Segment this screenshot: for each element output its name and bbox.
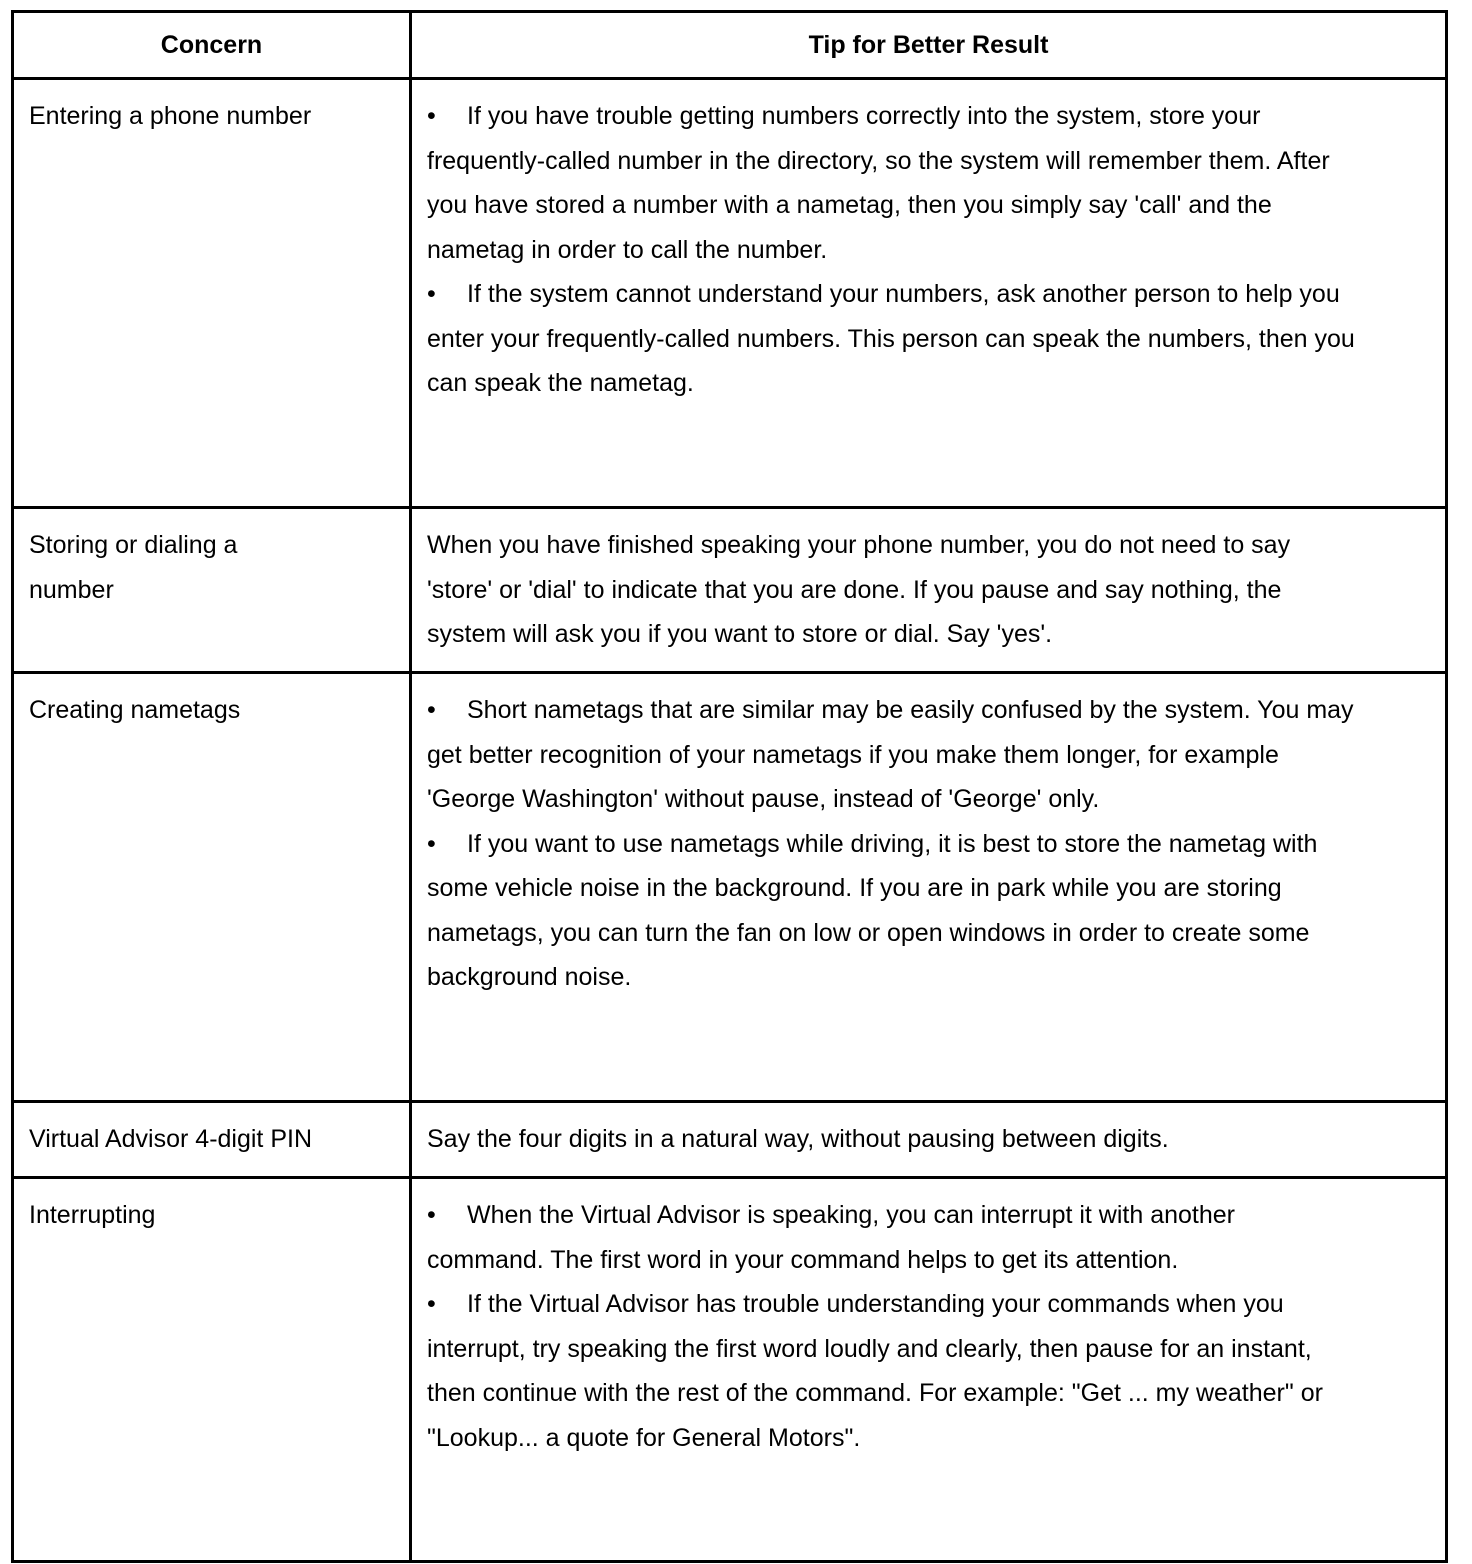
tip-cell (411, 673, 1447, 1102)
header-concern: Concern (13, 12, 411, 79)
tip-text: If you want to use nametags while driving, it is best to store the nametag with some vehicle noise in the background. If you are in park while you are storing nametags, you can turn the fan on low or open windows in order to create some background noise. (427, 829, 1318, 991)
concern-cell (13, 1178, 411, 1562)
tip-bullet-item (427, 1193, 1355, 1282)
concern-cell (13, 673, 411, 1102)
concern-text: Creating nametags (29, 696, 241, 724)
tips-table (11, 10, 1448, 1563)
tip-text: Say the four digits in a natural way, without pausing between digits. (427, 1125, 1169, 1153)
tip-cell (411, 79, 1447, 508)
concern-text: Entering a phone number (29, 102, 312, 130)
table-row (13, 508, 1447, 673)
tip-bullet-item (427, 1282, 1355, 1460)
bullet-icon: • (427, 1201, 436, 1229)
table-row (13, 1178, 1447, 1562)
tip-text: If you have trouble getting numbers correctly into the system, store your frequently-called number in the directory, so the system will remember them. After you have stored a number with a nametag, then you simply say 'call' and the nametag in order to call the number. (427, 102, 1330, 264)
tip-text: When you have finished speaking your phone number, you do not need to say 'store' or 'dial' to indicate that you are done. If you pause and say nothing, the system will ask you if you want to store or dial. Say 'yes'. (427, 531, 1291, 648)
tip-bullet-item (427, 822, 1355, 1000)
table-row (13, 673, 1447, 1102)
tip-text: If the Virtual Advisor has trouble understanding your commands when you interrupt, try speaking the first word loudly and clearly, then pause for an instant, then continue with the rest of the command. For example: "Get ... my weather" or "Lookup... a quote for General Motors". (427, 1290, 1323, 1452)
tip-cell (411, 1102, 1447, 1178)
bullet-icon: • (427, 102, 436, 130)
tip-text: Short nametags that are similar may be easily confused by the system. You may get better recognition of your nametags if you make them longer, for example 'George Washington' without pause, instead of 'George' only. (427, 696, 1354, 813)
bullet-icon: • (427, 1290, 436, 1318)
tip-cell (411, 1178, 1447, 1562)
tip-text: When the Virtual Advisor is speaking, you can interrupt it with another command. The first word in your command helps to get its attention. (427, 1201, 1236, 1274)
tip-text: If the system cannot understand your numbers, ask another person to help you enter your frequently-called numbers. This person can speak the numbers, then you can speak the nametag. (427, 280, 1355, 397)
header-tip: Tip for Better Result (411, 12, 1447, 79)
bullet-icon: • (427, 829, 436, 858)
table-row (13, 79, 1447, 508)
concern-cell (13, 1102, 411, 1178)
bullet-icon: • (427, 280, 436, 308)
concern-cell (13, 508, 411, 673)
bullet-icon: • (427, 696, 436, 724)
concern-text: Storing or dialing a number (29, 531, 238, 604)
table-row (13, 1102, 1447, 1178)
header-row (13, 12, 1447, 79)
concern-cell (13, 79, 411, 508)
tip-bullet-item (427, 94, 1355, 272)
tip-bullet-item (427, 272, 1355, 406)
concern-text: Interrupting (29, 1201, 156, 1229)
tip-cell (411, 508, 1447, 673)
concern-text: Virtual Advisor 4-digit PIN (29, 1125, 312, 1153)
tip-bullet-item (427, 688, 1355, 822)
